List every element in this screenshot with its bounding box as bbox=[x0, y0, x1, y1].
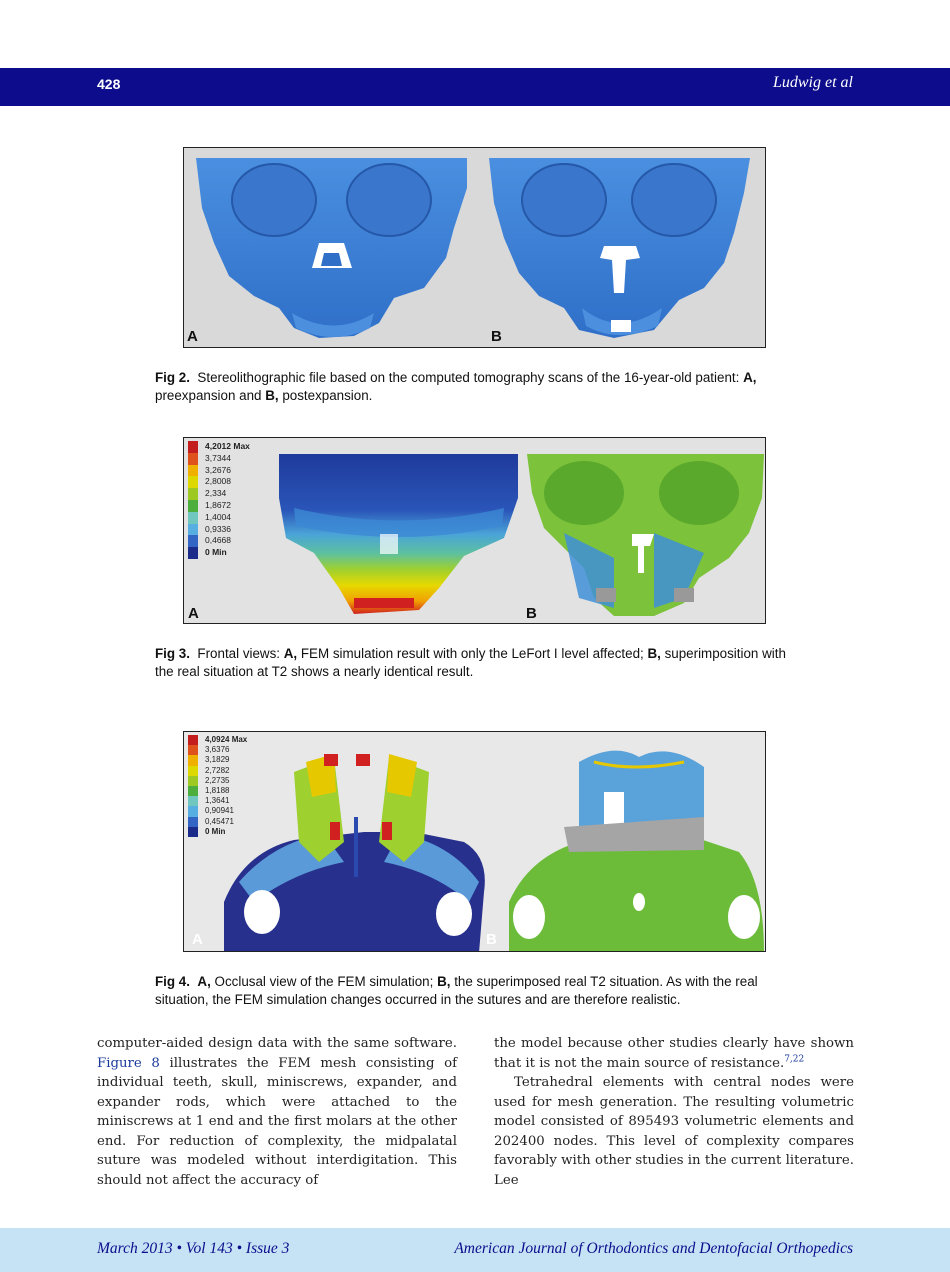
body-column-right bbox=[494, 1034, 854, 1190]
fig4-legend-row bbox=[188, 786, 247, 796]
fig4-legend-swatch bbox=[188, 755, 198, 765]
fig4-legend-swatch bbox=[188, 776, 198, 786]
fig3-legend-row bbox=[188, 535, 250, 547]
fig4-legend-row bbox=[188, 806, 247, 816]
journal-title: American Journal of Orthodontics and Dentofacial Orthopedics bbox=[454, 1240, 853, 1257]
fig4-legend-swatch bbox=[188, 745, 198, 755]
fig3-caption-a: A, bbox=[283, 646, 298, 661]
fig4-legend-swatch bbox=[188, 786, 198, 796]
fig3-legend-row bbox=[188, 453, 250, 465]
fig3-legend-row bbox=[188, 488, 250, 500]
fig4-legend-swatch bbox=[188, 806, 198, 816]
fig3-legend-row bbox=[188, 465, 250, 477]
fig3-caption-text-1: Frontal views: bbox=[197, 646, 284, 661]
fig3-legend-swatch bbox=[188, 535, 198, 547]
fig3-legend-label: 2,8008 bbox=[205, 476, 231, 487]
body-right-paragraph bbox=[494, 1073, 854, 1190]
fig2-label-b: B bbox=[491, 328, 502, 345]
fig3-label-a: A bbox=[188, 605, 199, 622]
skull-b bbox=[489, 158, 750, 338]
body-column-left bbox=[97, 1034, 457, 1190]
figure-3 bbox=[183, 437, 766, 624]
fig2-caption-b: B, bbox=[265, 388, 279, 403]
body-right-text-1: the model because other studies clearly have shown that it is not the main source of resistance. bbox=[494, 1036, 854, 1071]
fig4-legend-row bbox=[188, 796, 247, 806]
fig3-legend-swatch bbox=[188, 524, 198, 536]
header-bar bbox=[0, 68, 950, 106]
fig2-caption-text-2: preexpansion and bbox=[155, 388, 266, 403]
fig3-legend-row bbox=[188, 524, 250, 536]
fig4-legend-label: 0,45471 bbox=[205, 816, 234, 826]
fig3-legend-swatch bbox=[188, 453, 198, 465]
reference-link[interactable]: 7,22 bbox=[784, 1054, 805, 1065]
fig3-legend-row bbox=[188, 512, 250, 524]
fig3-caption-text-3: superimposition with the real situation at T2 shows a nearly identical result. bbox=[155, 646, 786, 679]
fig3-legend-swatch bbox=[188, 547, 198, 559]
fig3-legend-swatch bbox=[188, 476, 198, 488]
fig2-caption-label: Fig 2. bbox=[155, 370, 190, 385]
occlusal-model-b bbox=[509, 751, 764, 952]
fig4-caption bbox=[155, 973, 800, 1009]
fig3-legend-row bbox=[188, 441, 250, 453]
fig4-legend-label: 0,90941 bbox=[205, 806, 234, 816]
fig3-caption-label: Fig 3. bbox=[155, 646, 190, 661]
fig4-legend-row bbox=[188, 766, 247, 776]
fig4-legend-label: 4,0924 Max bbox=[205, 735, 248, 744]
fig4-legend-label: 3,1829 bbox=[205, 755, 230, 765]
figure-2 bbox=[183, 147, 766, 348]
fig4-legend-label: 3,6376 bbox=[205, 745, 230, 755]
fig4-legend-row bbox=[188, 776, 247, 786]
fig4-caption-a: A, bbox=[197, 974, 211, 989]
skull-a bbox=[196, 158, 467, 338]
body-right-text-2: Tetrahedral elements with central nodes were used for mesh generation. The resulting volumetric model consisted of 895493 volumetric elements and 202400 nodes. This level of complexity compares favorably with other studies in the current literature. Lee bbox=[494, 1075, 854, 1188]
fig3-caption-text-2: FEM simulation result with only the LeFort I level affected; bbox=[297, 646, 648, 661]
fig3-legend-swatch bbox=[188, 441, 198, 453]
figure-8-link[interactable]: Figure 8 bbox=[97, 1055, 160, 1071]
occlusal-model-a bbox=[224, 754, 485, 952]
body-left-text-2: illustrates the FEM mesh consisting of individual teeth, skull, miniscrews, expander, and expander rods, which were attached to the miniscrews at 1 end and the first molars at the other end. For reduction of complexity, the midpalatal suture was modeled without interdigitation. This should not affect the accuracy of bbox=[97, 1055, 458, 1188]
fig3-legend-label: 0 Min bbox=[205, 547, 227, 558]
fig4-legend-label: 2,7282 bbox=[205, 765, 230, 775]
fig3-legend-swatch bbox=[188, 500, 198, 512]
fig4-label-a: A bbox=[192, 931, 203, 948]
fig3-legend-label: 0,9336 bbox=[205, 523, 231, 534]
fig3-legend-label: 1,8672 bbox=[205, 499, 231, 510]
fig4-legend-label: 1,8188 bbox=[205, 785, 230, 795]
fig4-caption-text-2: the superimposed real T2 situation. As with the real situation, the FEM simulation changes occurred in the sutures and are therefore realistic. bbox=[155, 974, 758, 1007]
fig2-caption bbox=[155, 369, 800, 405]
fig4-legend-swatch bbox=[188, 796, 198, 806]
fig4-legend-swatch bbox=[188, 827, 198, 837]
fig4-label-b: B bbox=[486, 931, 497, 948]
figure-4 bbox=[183, 731, 766, 952]
fig3-legend-swatch bbox=[188, 512, 198, 524]
fig3-legend-label: 1,4004 bbox=[205, 511, 231, 522]
fig3-legend-label: 0,4668 bbox=[205, 535, 231, 546]
fig4-legend-row bbox=[188, 827, 247, 837]
fig3-legend-row bbox=[188, 547, 250, 559]
fig3-legend-label: 2,334 bbox=[205, 488, 227, 499]
journal-issue: March 2013 • Vol 143 • Issue 3 bbox=[97, 1240, 290, 1257]
footer-bar bbox=[0, 1228, 950, 1272]
fig3-legend-label: 3,7344 bbox=[205, 452, 231, 463]
fig3-fem-images bbox=[184, 438, 766, 624]
fig4-occlusal-images bbox=[184, 732, 766, 952]
fig4-legend-label: 2,2735 bbox=[205, 775, 230, 785]
fig2-label-a: A bbox=[187, 328, 198, 345]
fig3-legend bbox=[188, 441, 250, 559]
fig4-legend-row bbox=[188, 735, 247, 745]
fig4-caption-b: B, bbox=[437, 974, 451, 989]
fig4-legend bbox=[188, 735, 247, 837]
fig4-legend-row bbox=[188, 745, 247, 755]
page-number: 428 bbox=[97, 76, 121, 92]
fig3-legend-swatch bbox=[188, 488, 198, 500]
fig3-legend-swatch bbox=[188, 465, 198, 477]
fig3-caption-b: B, bbox=[647, 646, 661, 661]
fig2-caption-text-1: Stereolithographic file based on the computed tomography scans of the 16-year-old patient: bbox=[197, 370, 744, 385]
fig3-label-b: B bbox=[526, 605, 537, 622]
fig3-caption bbox=[155, 645, 800, 681]
fig4-caption-text-1: Occlusal view of the FEM simulation; bbox=[210, 974, 438, 989]
fem-model-a bbox=[279, 454, 518, 614]
fig4-legend-row bbox=[188, 755, 247, 765]
fig2-caption-a: A, bbox=[743, 370, 757, 385]
fig4-caption-label: Fig 4. bbox=[155, 974, 190, 989]
running-head: Ludwig et al bbox=[772, 74, 853, 91]
fig4-legend-swatch bbox=[188, 766, 198, 776]
fig3-legend-row bbox=[188, 500, 250, 512]
fig4-legend-label: 1,3641 bbox=[205, 796, 230, 806]
fig4-legend-swatch bbox=[188, 817, 198, 827]
fig2-caption-text-3: postexpansion. bbox=[278, 388, 373, 403]
fig3-legend-label: 3,2676 bbox=[205, 464, 231, 475]
fig4-legend-swatch bbox=[188, 735, 198, 745]
fig3-legend-row bbox=[188, 476, 250, 488]
body-left-text-1: computer-aided design data with the same software. bbox=[97, 1036, 457, 1051]
fig4-legend-label: 0 Min bbox=[205, 826, 226, 836]
fig4-legend-row bbox=[188, 817, 247, 827]
fem-model-b bbox=[527, 454, 764, 616]
fig3-legend-label: 4,2012 Max bbox=[205, 441, 250, 451]
fig2-skull-images bbox=[184, 148, 766, 348]
